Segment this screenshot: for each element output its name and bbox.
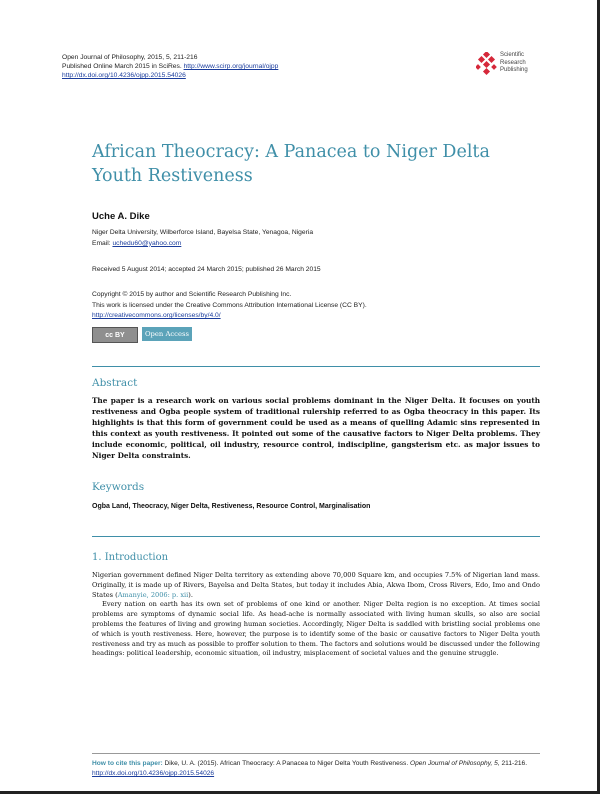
footer-divider xyxy=(92,753,540,754)
journal-line: Open Journal of Philosophy, 2015, 5, 211-216 xyxy=(62,54,198,61)
cite-lead: How to cite this paper: xyxy=(92,760,165,767)
cite-journal: Open Journal of Philosophy, 5, xyxy=(410,760,500,767)
introduction-heading: 1. Introduction xyxy=(92,552,169,563)
cc-by-badge[interactable]: cc BY xyxy=(92,327,138,343)
section-divider xyxy=(92,536,540,537)
abstract-heading: Abstract xyxy=(92,377,138,389)
published-line: Published Online March 2015 in SciRes. xyxy=(62,63,184,71)
paper-title: African Theocracy: A Panacea to Niger Delta Youth Restiveness xyxy=(92,142,490,186)
copyright-block xyxy=(92,290,367,322)
license-badges xyxy=(92,327,192,343)
license-line: This work is licensed under the Creative Commons Attribution International License (CC BY). xyxy=(92,301,367,309)
intro-paragraph-2: Every nation on earth has its own set of problems of one kind or another. Niger Delta region is no exception. At times social problems are symptoms of dynamic social life. As head-ache is normally associated with living human skulls, so also are social problems the features of living and growing human societies. Accordingly, Niger Delta is saddled with bristling social problems one of which is youth restiveness. Here, however, the purpose is to identify some of the basic or causative factors to Niger Delta youth restiveness and try as much as possible to proffer solution to them. The factors and solutions would be discussed under the following headings: political leadership, economic situation, oil industry, misplacement of societal values and the genuine struggle. xyxy=(92,600,540,658)
keywords-heading: Keywords xyxy=(92,481,145,493)
email-label: Email: xyxy=(92,239,113,247)
author-affiliation xyxy=(92,228,313,249)
copyright-line: Copyright © 2015 by author and Scientific Research Publishing Inc. xyxy=(92,291,292,298)
open-access-badge[interactable]: Open Access xyxy=(142,327,192,341)
received-dates: Received 5 August 2014; accepted 24 March 2015; published 26 March 2015 xyxy=(92,266,321,273)
author-email-link[interactable]: uchedu60@yahoo.com xyxy=(112,239,182,247)
scirp-logo-icon xyxy=(476,52,498,76)
citation-link[interactable]: Amanyie, 2006: p. xii xyxy=(117,590,189,599)
introduction-body xyxy=(92,571,540,659)
publisher-logo xyxy=(476,52,546,78)
cite-pages: 211-216. xyxy=(499,760,528,767)
journal-site-link[interactable]: http://www.scirp.org/journal/ojpp xyxy=(183,63,279,71)
keywords-text: Ogba Land, Theocracy, Niger Delta, Restiveness, Resource Control, Marginalisation xyxy=(92,503,371,510)
how-to-cite xyxy=(92,759,544,779)
section-divider xyxy=(92,366,540,367)
abstract-text: The paper is a research work on various social problems dominant in the Niger Delta. It focuses on youth restiveness and Ogba people system of traditional rulership referred to as Ogba theocracy in this paper. Its highlights is that this form of government could be used as a means of quelling Adamic sins represented in this context as youth restiveness. It pointed out some of the causative factors to Niger Delta problems. They include economic, political, oil industry, resource control, indiscipline, gangsterism etc. as major issues to Niger Delta constraints. xyxy=(92,396,540,460)
author-name: Uche A. Dike xyxy=(92,211,150,222)
intro-paragraph-1: Nigerian government defined Niger Delta territory as extending above 70,000 Square km, and occupies 7.5% of Nigerian land mass. Originally, it is made up of Rivers, Bayelsa and Delta States, but today it includes Abia, Akwa Ibom, Cross Rivers, Edo, Imo and Ondo States (Amanyie, 2006: p. xii). xyxy=(92,571,540,599)
cite-doi-link[interactable]: http://dx.doi.org/10.4236/ojpp.2015.54026 xyxy=(92,770,215,777)
publisher-name: Scientific Research Publishing xyxy=(500,52,528,73)
affiliation-text: Niger Delta University, Wilberforce Island, Bayelsa State, Yenagoa, Nigeria xyxy=(92,229,314,236)
header-doi-link[interactable]: http://dx.doi.org/10.4236/ojpp.2015.54026 xyxy=(62,72,186,80)
cite-text: Dike, U. A. (2015). African Theocracy: A Panacea to Niger Delta Youth Restiveness. xyxy=(164,760,410,767)
journal-header xyxy=(62,53,278,81)
license-link[interactable]: http://creativecommons.org/licenses/by/4.0/ xyxy=(92,312,221,319)
